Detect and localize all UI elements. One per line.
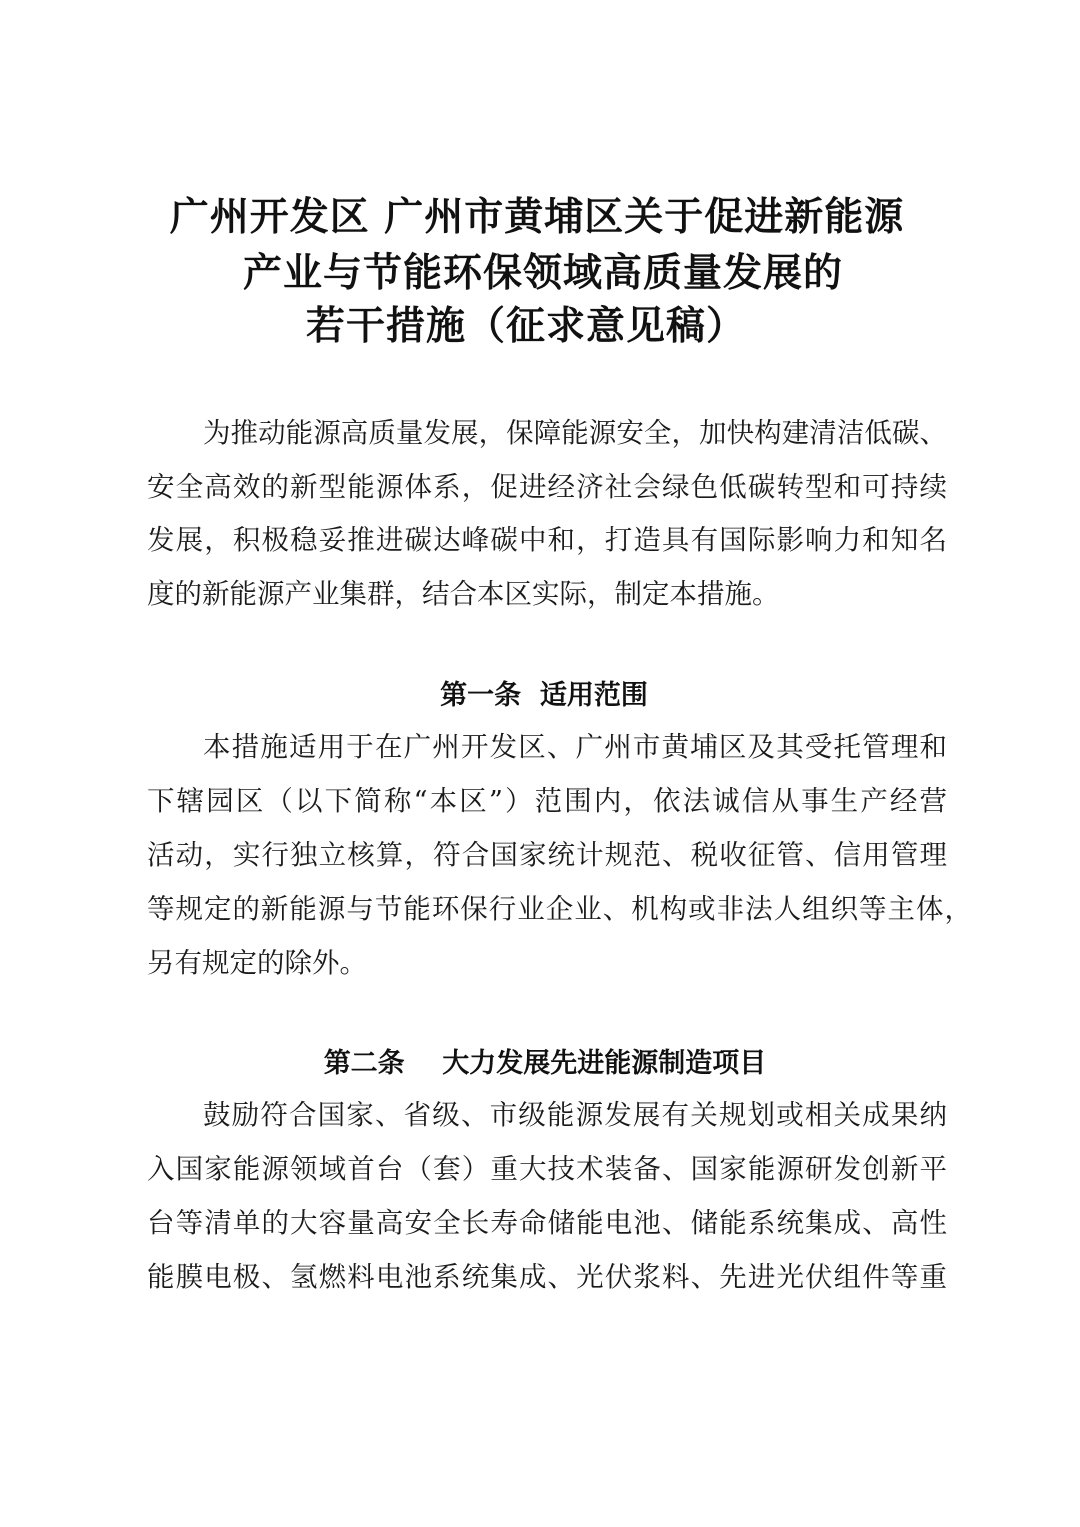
article-2-line: 入国家能源领域首台（套）重大技术装备、国家能源研发创新平 — [147, 1153, 947, 1185]
article-1-line: 下辖园区（以下简称“本区”）范围内，依法诚信从事生产经营 — [147, 785, 947, 817]
article-2-line: 台等清单的大容量高安全长寿命储能电池、储能系统集成、高性 — [147, 1207, 947, 1239]
article-1-line: 等规定的新能源与节能环保行业企业、机构或非法人组织等主体， — [147, 893, 972, 925]
document-title-line-2: 产业与节能环保领域高质量发展的 — [242, 251, 843, 296]
article-2-line: 能膜电极、氢燃料电池系统集成、光伏浆料、先进光伏组件等重 — [147, 1261, 947, 1293]
document-title-line-3: 若干措施（征求意见稿） — [305, 304, 746, 349]
article-1-line: 本措施适用于在广州开发区、广州市黄埔区及其受托管理和 — [203, 731, 947, 763]
article-2-line: 鼓励符合国家、省级、市级能源发展有关规划或相关成果纳 — [203, 1099, 947, 1131]
preamble-line: 安全高效的新型能源体系，促进经济社会绿色低碳转型和可持续 — [147, 471, 947, 503]
article-1-line: 另有规定的除外。 — [147, 947, 367, 979]
document-title-line-1: 广州开发区 广州市黄埔区关于促进新能源 — [169, 195, 905, 240]
preamble-line: 发展，积极稳妥推进碳达峰碳中和，打造具有国际影响力和知名 — [147, 524, 947, 556]
article-2-heading: 第二条 大力发展先进能源制造项目 — [323, 1048, 767, 1079]
article-1-heading: 第一条 适用范围 — [440, 680, 648, 711]
preamble-line: 为推动能源高质量发展，保障能源安全，加快构建清洁低碳、 — [203, 417, 947, 449]
article-1-line: 活动，实行独立核算，符合国家统计规范、税收征管、信用管理 — [147, 839, 947, 871]
preamble-line: 度的新能源产业集群，结合本区实际，制定本措施。 — [147, 578, 780, 610]
